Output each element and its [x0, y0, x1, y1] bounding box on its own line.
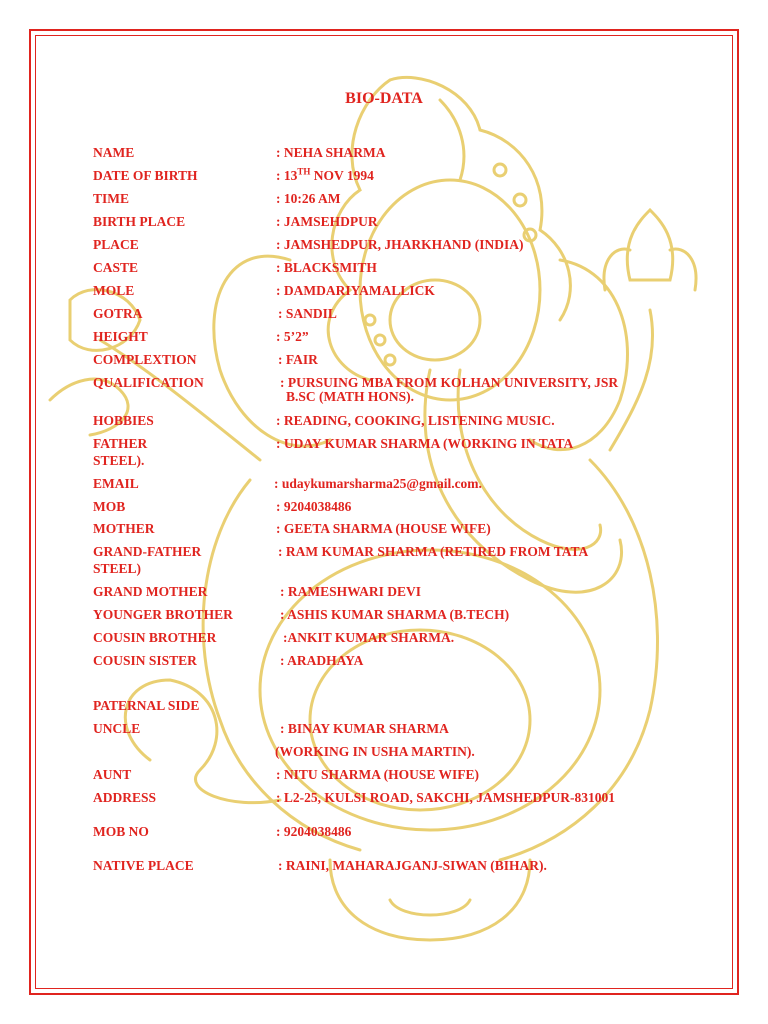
- field-value: : 13TH NOV 1994: [276, 166, 374, 183]
- field-value: : NITU SHARMA (HOUSE WIFE): [276, 767, 480, 782]
- field-value: : SANDIL: [278, 306, 337, 321]
- field-label: COUSIN BROTHER: [93, 630, 217, 645]
- field-value: : 10:26 AM: [276, 191, 341, 206]
- field-value: : ASHIS KUMAR SHARMA (B.TECH): [280, 607, 510, 622]
- field-label: MOB: [93, 499, 126, 514]
- field-label: PLACE: [93, 237, 139, 252]
- field-value: : 5’2”: [276, 329, 309, 344]
- field-label: GOTRA: [93, 306, 143, 321]
- field-label: QUALIFICATION: [93, 375, 204, 390]
- field-value: : BLACKSMITH: [276, 260, 377, 275]
- field-label: BIRTH PLACE: [93, 214, 186, 229]
- field-label: COUSIN SISTER: [93, 653, 197, 668]
- field-label: HEIGHT: [93, 329, 148, 344]
- field-label: UNCLE: [93, 721, 141, 736]
- field-label: AUNT: [93, 767, 132, 782]
- field-value: : PURSUING MBA FROM KOLHAN UNIVERSITY, JSR: [280, 375, 619, 390]
- field-value-line2: (WORKING IN USHA MARTIN).: [275, 744, 475, 759]
- field-label: GRAND MOTHER: [93, 584, 208, 599]
- field-label: MOTHER: [93, 521, 155, 536]
- field-label: EMAIL: [93, 476, 139, 491]
- field-value: : L2-25, KULSI ROAD, SAKCHI, JAMSHEDPUR-831001: [276, 790, 616, 805]
- field-value: : GEETA SHARMA (HOUSE WIFE): [276, 521, 491, 536]
- field-label: GRAND-FATHER: [93, 544, 202, 559]
- field-label: MOLE: [93, 283, 135, 298]
- field-value: :ANKIT KUMAR SHARMA.: [283, 630, 455, 645]
- field-value: : FAIR: [278, 352, 318, 367]
- field-value: : READING, COOKING, LISTENING MUSIC.: [276, 413, 555, 428]
- page-title: BIO-DATA: [345, 90, 423, 107]
- field-value-line2: B.SC (MATH HONS).: [286, 389, 415, 404]
- field-value: : UDAY KUMAR SHARMA (WORKING IN TATA: [276, 436, 574, 451]
- field-label: HOBBIES: [93, 413, 154, 428]
- section-heading: PATERNAL SIDE: [93, 698, 200, 713]
- field-label-line2: STEEL): [93, 561, 142, 576]
- field-value: : 9204038486: [276, 824, 352, 839]
- field-value: : DAMDARIYAMALLICK: [276, 283, 435, 298]
- field-label: NATIVE PLACE: [93, 858, 194, 873]
- field-label: COMPLEXTION: [93, 352, 197, 367]
- field-label: NAME: [93, 145, 135, 160]
- field-value: : BINAY KUMAR SHARMA: [280, 721, 449, 736]
- field-value: : ARADHAYA: [280, 653, 364, 668]
- field-label: YOUNGER BROTHER: [93, 607, 233, 622]
- field-label: CASTE: [93, 260, 139, 275]
- field-value: : NEHA SHARMA: [276, 145, 386, 160]
- field-value: : RAM KUMAR SHARMA (RETIRED FROM TATA: [278, 544, 589, 559]
- field-label: FATHER: [93, 436, 148, 451]
- field-label: MOB NO: [93, 824, 149, 839]
- field-label: DATE OF BIRTH: [93, 168, 198, 183]
- field-value: : 9204038486: [276, 499, 352, 514]
- field-label: ADDRESS: [93, 790, 157, 805]
- field-label-line2: STEEL).: [93, 453, 145, 468]
- field-value: : RAINI, MAHARAJGANJ-SIWAN (BIHAR).: [278, 858, 547, 873]
- field-value: : JAMSEHDPUR: [276, 214, 378, 229]
- field-value: : RAMESHWARI DEVI: [280, 584, 422, 599]
- field-value: : JAMSHEDPUR, JHARKHAND (INDIA): [276, 237, 524, 252]
- field-label: TIME: [93, 191, 130, 206]
- field-value: : udaykumarsharma25@gmail.com.: [274, 476, 482, 491]
